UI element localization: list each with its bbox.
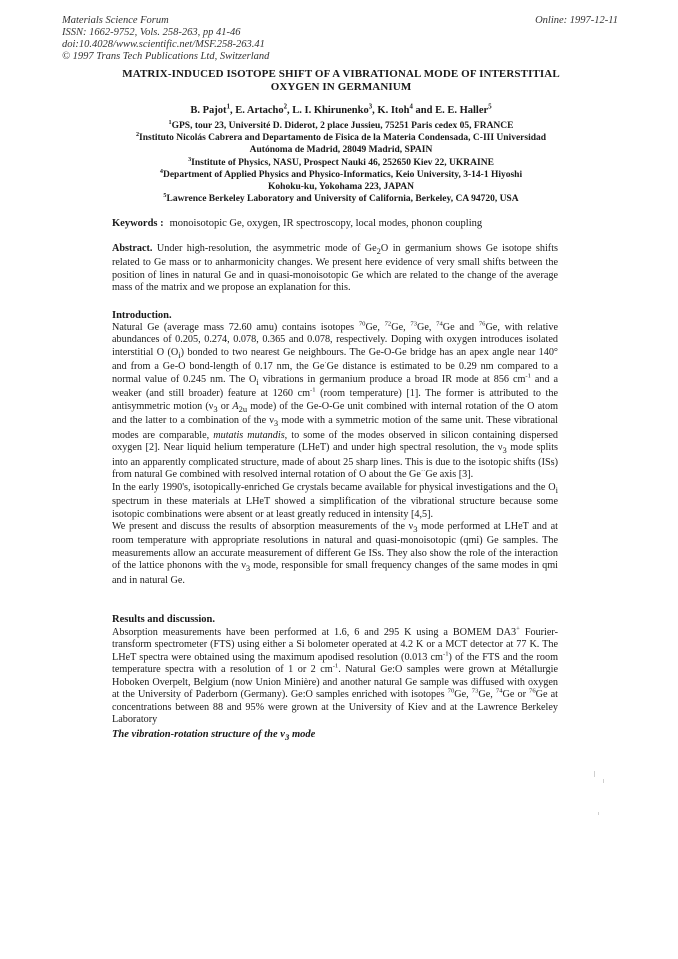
author-affil-mark: 3 [368, 103, 373, 111]
section-heading-results: Results and discussion. [112, 614, 215, 625]
author-name: L. I. Khirunenko [292, 105, 369, 116]
section-heading-introduction: Introduction. [112, 310, 172, 321]
scan-artifact [594, 771, 595, 777]
author-affil-mark: 5 [488, 103, 492, 111]
paragraph: In the early 1990's, isotopically-enriched Ge crystals became available for physical investigations and the $O_i$ spectrum in these materials at LHeT showed a simplification of the vibrational structure because some isotopic combinations were absent or at least greatly reduced in intensity [4,5]. [112, 481, 558, 520]
abstract-label: Abstract. [112, 243, 153, 254]
affiliation-line: Kohoku-ku, Yokohama 223, JAPAN [268, 182, 414, 193]
affiliation-line: $^4$Department of Applied Physics and Physico-Informatics, Keio University, 3-14-1 Hiyoshi [159, 168, 523, 180]
introduction-body [112, 322, 558, 587]
paragraph: Absorption measurements have been performed at 1.6, 6 and 295 K using a BOMEM DA3+ Fourier-transform spectrometer (FTS) using either a Si bolometer operated at 4.2 K or a MCT detector at 77 K. The LHeT spectra were obtained using the maximum apodised resolution (0.013 $cm^{-1}$) of the FTS and the room temperature spectra with a resolution of 1 or 2 $cm^{-1}$. Natural Ge:O samples were grown at Métallurgie Hoboken Overpelt, Belgium (now Union Minière) and another natural Ge sample was diffused with oxygen at the University of Paderborn (Germany). Ge:O samples enriched with isotopes $^{70}$Ge, $^{73}$Ge, $^{74}$Ge or $^{76}$Ge at concentrations between 88 and 95% were grown at the University of Kiev and at the Lawrence Berkeley Laboratory [112, 625, 558, 726]
online-date: Online: 1997-12-11 [535, 15, 618, 26]
keywords [112, 218, 482, 229]
affiliation-line: $^1$GPS, tour 23, Université D. Diderot, 2 place Jussieu, 75251 Paris cedex 05, FRANCE [168, 119, 514, 131]
doi-line: doi:10.4028/www.scientific.net/MSF.258-263.41 [62, 39, 265, 50]
keywords-label: Keywords : [112, 218, 164, 229]
affiliation-line: Autónoma de Madrid, 28049 Madrid, SPAIN [249, 145, 433, 156]
copyright-line: © 1997 Trans Tech Publications Ltd, Switzerland [62, 51, 270, 62]
journal-name: Materials Science Forum [62, 15, 169, 26]
author-affil-mark: 1 [226, 103, 230, 111]
author-name: K. Itoh [377, 105, 410, 116]
scan-artifact [598, 812, 599, 815]
affiliation-line: $^2$Instituto Nicolás Cabrera and Departamento de Fisica de la Materia Condensada, C-III Universidad [135, 132, 547, 144]
affiliation-line: $^3$Institute of Physics, NASU, Prospect Nauki 46, 252650 Kiev 22, UKRAINE [188, 156, 494, 168]
keywords-text: monoisotopic Ge, oxygen, IR spectroscopy, local modes, phonon coupling [169, 218, 483, 229]
title-line-2: OXYGEN IN GERMANIUM [270, 81, 412, 93]
journal-header [62, 15, 269, 63]
affiliation-list [100, 120, 582, 205]
author-name: B. Pajot [190, 105, 227, 116]
affiliation-line: $^5$Lawrence Berkeley Laboratory and University of California, Berkeley, CA 94720, USA [163, 193, 519, 205]
results-body [112, 627, 558, 727]
scan-artifact [603, 779, 604, 783]
paragraph: We present and discuss the results of absorption measurements of the $\nu_3$ mode performed at LHeT and at room temperature with appropriate resolutions in natural and quasi-monoisotopic (qmi) Ge samples. The measurements allow an accurate measurement of different Ge ISs. They also show the role of the interaction of the lattice phonons with the $\nu_3$ mode, responsible for small frequency changes of the same modes in qmi and in natural Ge. [112, 520, 558, 586]
author-name: E. Artacho [235, 105, 284, 116]
issn-line: ISSN: 1662-9752, Vols. 258-263, pp 41-46 [62, 27, 241, 38]
author-list: B. Pajot$^1$, E. Artacho$^2$, L. I. Khirunenko$^3$, K. Itoh$^4$ and E. E. Haller$^5$ [190, 103, 492, 116]
author-name: E. E. Haller [435, 105, 489, 116]
author-affil-mark: 4 [409, 103, 413, 111]
author-affil-mark: 2 [283, 103, 288, 111]
paragraph: Natural Ge (average mass 72.60 amu) contains isotopes $^{70}$Ge, $^{72}$Ge, $^{73}$Ge, $^{74}$Ge and $^{76}$Ge, with relative abundances of 0.205, 0.274, 0.078, 0.365 and 0.078, respectively. Doping with oxygen introduces isolated interstitial O $(O_i)$ bonded to two nearest Ge neighbours. The Ge-O-Ge bridge has an apex angle near 140° and from a Ge-O bond-length of 0.17 nm, the Ge·Ge distance is estimated to be 0.29 nm compared to a normal value of 0.245 nm. The $O_i$ vibrations in germanium produce a broad IR mode at 856 $cm^{-1}$ and a weaker (and still broader) feature at 1260 $cm^{-1}$ (room temperature) [1]. The former is attributed to the antisymmetric motion ($\nu_3$ or $A_{2u}$ mode) of the Ge-O-Ge unit combined with internal rotation of the O atom and the latter to a combination of the $\nu_3$ mode with a symmetric motion of the same unit. These vibrational modes are comparable, mutatis mutandis, to some of the modes observed in silicon containing dispersed oxygen [2]. Near liquid helium temperature (LHeT) and under high spectral resolution, the $\nu_3$ mode splits into an apparently complicated structure, made of about 25 sharp lines. This is due to the isotopic shifts (ISs) from natural Ge combined with resolved internal rotation of O about the Ge··Ge axis [3]. [112, 320, 559, 481]
paper-title [100, 68, 582, 94]
abstract: Abstract. Under high-resolution, the asymmetric mode of $Ge_2O$ in germanium shows Ge isotope shifts related to Ge mass or to anharmonicity changes. We present here evidence of very small shifts between the position of lines in natural Ge and in quasi-monoisotopic Ge which are related to the change of the average mass of the matrix and we propose an explanation for this. [112, 243, 558, 294]
title-line-1: MATRIX-INDUCED ISOTOPE SHIFT OF A VIBRATIONAL MODE OF INTERSTITIAL [122, 68, 560, 80]
subsection-heading: The vibration-rotation structure of the $\nu_3$ mode [112, 729, 316, 743]
